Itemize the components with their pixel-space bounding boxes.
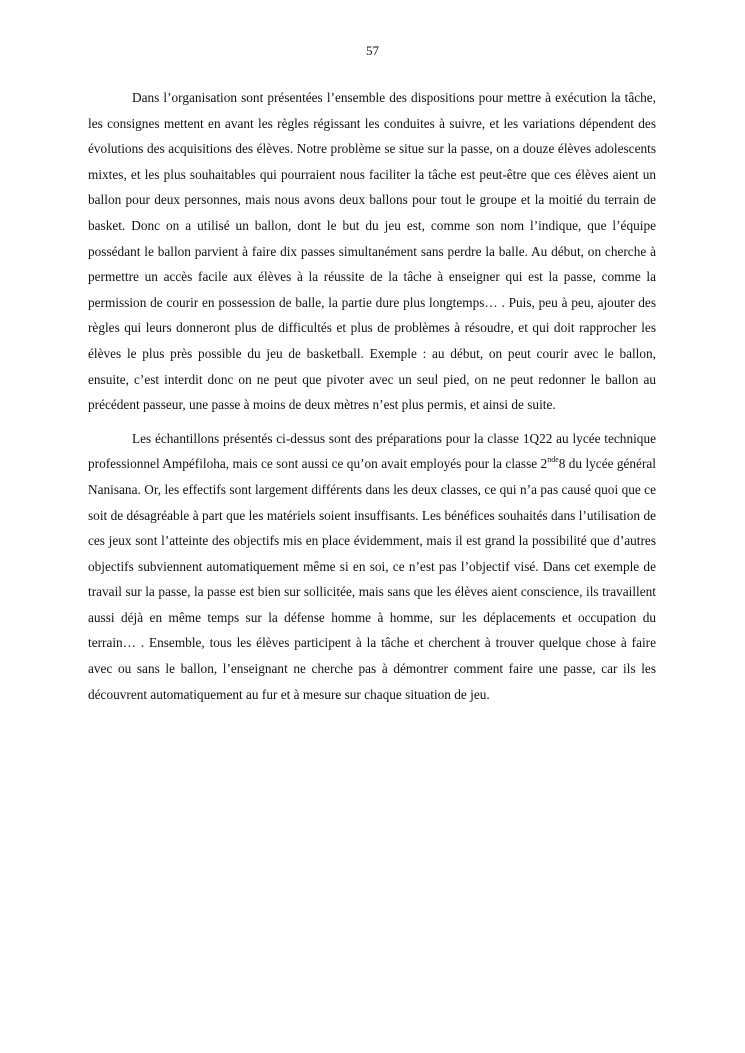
paragraph-text-after-superscript: 8 du lycée général Nanisana. Or, les effectifs sont largement différents dans les deux classes, ce qui n’a pas causé quoi que ce soit de désagréable à part que les matériels soient insuffisants. Les bénéfices souhaités dans l’utilisation de ces jeux sont l’atteinte des objectifs mis en place évidemment, mais il est grand la possibilité que d’autres objectifs subviennent automatiquement même si en soi, ce n’est pas l’objectif visé. Dans cet exemple de travail sur la passe, la passe est bien sur sollicitée, mais sans que les élèves aient conscience, ils travaillent aussi déjà en même temps sur la défense homme à homme, sur les déplacements et occupation du terrain… . Ensemble, tous les élèves participent à la tâche et cherchent à trouver quelque chose à faire avec ou sans le ballon, l’enseignant ne cherche pas à démontrer comment faire une passe, car ils les découvrent automatiquement au fur et à mesure sur chaque situation de jeu. <box>88 456 656 702</box>
body-text <box>88 85 656 715</box>
paragraph-echantillons <box>88 426 656 708</box>
paragraph-organisation: Dans l’organisation sont présentées l’ensemble des dispositions pour mettre à exécution la tâche, les consignes mettent en avant les règles régissant les conduites à suivre, et les variations dépendent des évolutions des acquisitions des élèves. Notre problème se situe sur la passe, on a douze élèves adolescents mixtes, et les plus souhaitables qui pourraient nous faciliter la tâche est peut-être que ces élèves aient un ballon pour deux personnes, mais nous avons deux ballons pour tout le groupe et la moitié du terrain de basket. Donc on a utilisé un ballon, dont le but du jeu est, comme son nom l’indique, que l’équipe possédant le ballon parvient à faire dix passes simultanément sans perdre la balle. Au début, on cherche à permettre un accès facile aux élèves à la réussite de la tâche à enseigner qui est la passe, comme la permission de courir en possession de balle, la partie dure plus longtemps… . Puis, peu à peu, ajouter des règles qui leurs donneront plus de difficultés et plus de problèmes à résoudre, et qui doit rapprocher les élèves le plus près possible du jeu de basketball. Exemple : au début, on peut courir avec le ballon, ensuite, c’est interdit donc on ne peut que pivoter avec un seul pied, on ne peut redonner le ballon au précédent passeur, une passe à moins de deux mètres n’est plus permis, et ainsi de suite. <box>88 90 656 413</box>
paragraph-text-before-superscript: Les échantillons présentés ci-dessus sont des préparations pour la classe 1Q22 au lycée technique professionnel Ampéfiloha, mais ce sont aussi ce qu’on avait employés pour la classe 2 <box>88 430 656 472</box>
page-number: 57 <box>366 43 379 58</box>
ordinal-superscript: nde <box>547 455 559 465</box>
